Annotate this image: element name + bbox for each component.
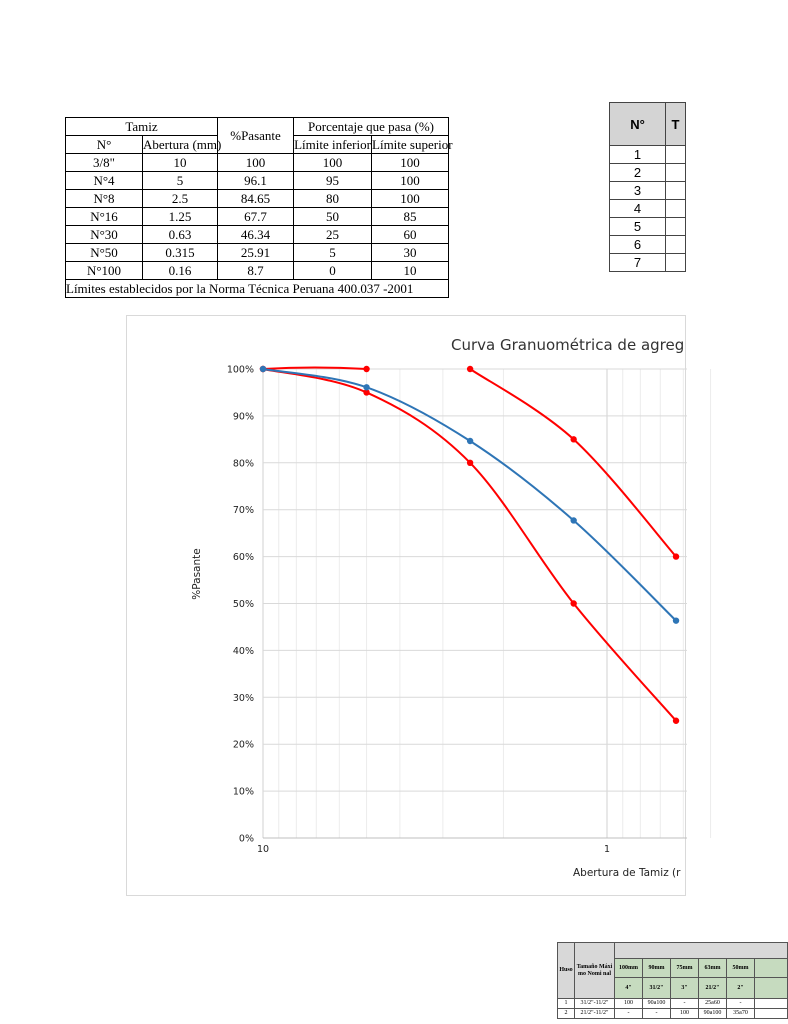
cell-pasante: 96.1 <box>218 172 294 190</box>
ref-cell: - <box>727 999 755 1009</box>
y-tick-label: 30% <box>232 692 254 704</box>
side-cell: 1 <box>610 146 666 164</box>
cell-pasante: 25.91 <box>218 244 294 262</box>
data-point <box>570 600 576 606</box>
side-cell: 6 <box>610 236 666 254</box>
ref-size-in: 3" <box>671 978 699 999</box>
ref-size-mm: 90mm <box>643 959 671 978</box>
cell-pasante: 67.7 <box>218 208 294 226</box>
table-row <box>558 1009 788 1019</box>
ref-cell: 90a100 <box>699 1009 727 1019</box>
grading-curve-chart <box>127 316 687 897</box>
ref-cell: 2 <box>558 1009 575 1019</box>
series-layer <box>260 366 679 724</box>
x-tick-label: 10 <box>256 844 270 855</box>
header-tamiz: Tamiz <box>66 118 218 136</box>
table-row <box>558 999 788 1009</box>
cell-sup: 100 <box>372 190 449 208</box>
data-point <box>673 617 679 623</box>
cell-sup: 30 <box>372 244 449 262</box>
ref-cell: 31/2"-11/2" <box>575 999 615 1009</box>
cell-pasante: 84.65 <box>218 190 294 208</box>
table-row <box>610 164 686 182</box>
table-row <box>610 200 686 218</box>
table-row <box>66 172 449 190</box>
ref-header-huso: Huso <box>558 943 575 999</box>
data-point <box>673 553 679 559</box>
table-note: Límites establecidos por la Norma Técnica Peruana 400.037 -2001 <box>66 280 449 298</box>
table-row <box>66 208 449 226</box>
data-point <box>467 460 473 466</box>
data-point <box>467 438 473 444</box>
chart-title: Curva Granuométrica de agreg <box>451 336 685 354</box>
side-header-n: N° <box>610 103 666 146</box>
cell-n: N°30 <box>66 226 143 244</box>
ref-size-in: 31/2" <box>643 978 671 999</box>
ref-size-mm: 63mm <box>699 959 727 978</box>
cell-abertura: 0.16 <box>143 262 218 280</box>
cell-inf: 5 <box>294 244 372 262</box>
y-tick-label: 90% <box>232 411 254 423</box>
cell-abertura: 5 <box>143 172 218 190</box>
ref-size-in: 2" <box>727 978 755 999</box>
cell-sup: 100 <box>372 154 449 172</box>
data-point <box>260 366 266 372</box>
cell-inf: 80 <box>294 190 372 208</box>
cell-n: N°100 <box>66 262 143 280</box>
cell-sup: 10 <box>372 262 449 280</box>
cell-n: N°16 <box>66 208 143 226</box>
table-row <box>66 190 449 208</box>
ref-cell: 100 <box>615 999 643 1009</box>
table-row <box>66 244 449 262</box>
cell-abertura: 0.315 <box>143 244 218 262</box>
cell-abertura: 1.25 <box>143 208 218 226</box>
ref-size-in: 21/2" <box>699 978 727 999</box>
side-cell: 3 <box>610 182 666 200</box>
ref-cell: 25a60 <box>699 999 727 1009</box>
cell-abertura: 10 <box>143 154 218 172</box>
table-row <box>610 182 686 200</box>
ref-table <box>557 942 788 1019</box>
cell-inf: 25 <box>294 226 372 244</box>
cell-n: 3/8" <box>66 154 143 172</box>
ref-cell: 1 <box>558 999 575 1009</box>
header-pasante: %Pasante <box>218 118 294 154</box>
side-table-clip <box>609 102 680 282</box>
sieve-analysis-table <box>65 117 453 298</box>
y-tick-label: 70% <box>232 505 254 517</box>
side-table <box>609 102 686 272</box>
chart-frame <box>126 315 686 896</box>
ref-size-mm: 75mm <box>671 959 699 978</box>
y-tick-label: 0% <box>238 833 254 845</box>
data-point <box>363 384 369 390</box>
table-row <box>66 226 449 244</box>
cell-abertura: 0.63 <box>143 226 218 244</box>
cell-sup: 60 <box>372 226 449 244</box>
ref-cell: - <box>671 999 699 1009</box>
table-row <box>66 154 449 172</box>
cell-pasante: 8.7 <box>218 262 294 280</box>
y-tick-label: 50% <box>232 599 254 610</box>
table-row <box>610 146 686 164</box>
side-header-partial: T <box>666 103 686 146</box>
ref-size-mm: 50mm <box>727 959 755 978</box>
y-tick-label: 40% <box>232 645 254 657</box>
ref-cell: 35a70 <box>727 1009 755 1019</box>
table-row <box>610 236 686 254</box>
ref-size-mm: 100mm <box>615 959 643 978</box>
header-porcentaje: Porcentaje que pasa (%) <box>294 118 449 136</box>
cell-pasante: 46.34 <box>218 226 294 244</box>
side-cell: 5 <box>610 218 666 236</box>
ref-cell: 21/2"-11/2" <box>575 1009 615 1019</box>
x-axis-label: Abertura de Tamiz (r <box>573 867 681 879</box>
data-point <box>570 517 576 523</box>
y-tick-label: 20% <box>232 739 254 751</box>
cell-inf: 100 <box>294 154 372 172</box>
table-row <box>610 218 686 236</box>
cell-inf: 0 <box>294 262 372 280</box>
ref-cell: 100 <box>671 1009 699 1019</box>
y-axis-label: %Pasante <box>191 548 203 600</box>
y-tick-label: 80% <box>232 458 254 470</box>
cell-inf: 50 <box>294 208 372 226</box>
y-tick-label: 60% <box>232 552 254 564</box>
ref-header-tamano: Tamaño Máxi mo Nomi nal <box>575 943 615 999</box>
cell-n: N°4 <box>66 172 143 190</box>
ref-cell: - <box>615 1009 643 1019</box>
data-point <box>673 718 679 724</box>
data-point <box>570 436 576 442</box>
header-limite-superior: Límite superior <box>372 137 453 152</box>
cell-abertura: 2.5 <box>143 190 218 208</box>
cell-pasante: 100 <box>218 154 294 172</box>
data-point <box>363 366 369 372</box>
cell-sup: 85 <box>372 208 449 226</box>
ref-cell: - <box>643 1009 671 1019</box>
data-point <box>467 366 473 372</box>
y-tick-labels <box>227 365 254 845</box>
cell-n: N°8 <box>66 190 143 208</box>
y-tick-label: 10% <box>232 786 254 798</box>
side-cell: 4 <box>610 200 666 218</box>
series-line <box>263 369 676 621</box>
table-row <box>66 262 449 280</box>
x-tick-labels <box>257 844 610 855</box>
cell-sup: 100 <box>372 172 449 190</box>
header-abertura: Abertura (mm) <box>143 137 222 152</box>
header-limite-inferior: Límite inferior <box>294 137 371 152</box>
x-tick-label: 1 <box>603 844 611 855</box>
table-row <box>610 254 686 272</box>
side-cell: 7 <box>610 254 666 272</box>
cell-n: N°50 <box>66 244 143 262</box>
ref-cell: 90a100 <box>643 999 671 1009</box>
cell-inf: 95 <box>294 172 372 190</box>
side-cell: 2 <box>610 164 666 182</box>
y-tick-label: 100% <box>226 364 254 376</box>
grid-layer <box>263 369 711 838</box>
ref-size-in: 4" <box>615 978 643 999</box>
header-numero: N° <box>66 136 143 154</box>
series-line <box>263 369 676 721</box>
